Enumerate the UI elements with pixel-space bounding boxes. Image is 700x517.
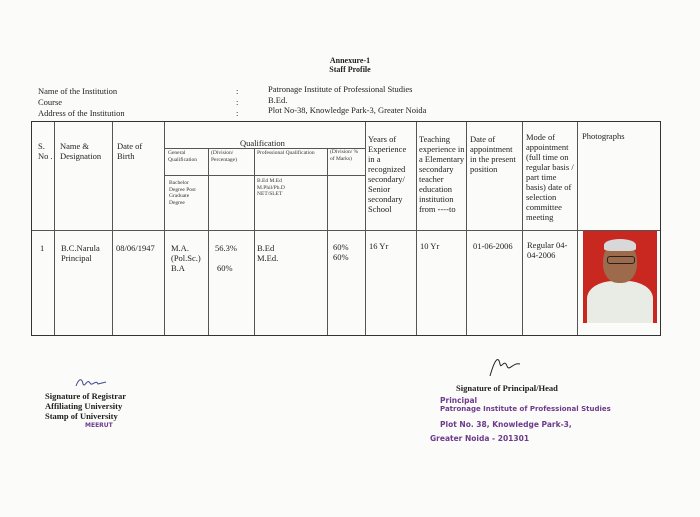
header-mode: Mode of appointment (full time on regular basis / part time basis) date of selection committee meeting xyxy=(526,132,574,222)
header-years-exp: Years of Experience in a recognized secondary/ Senior secondary School xyxy=(368,134,407,214)
colon: : xyxy=(236,97,239,107)
general-options: Bachelor Degree Post Graduate Degree xyxy=(169,180,196,206)
info-value-institution: Patronage Institute of Professional Studies xyxy=(268,84,413,94)
cell-pct2: 60% xyxy=(217,263,233,273)
header-dob: Date of Birth xyxy=(117,141,143,161)
info-label-address: Address of the Institution xyxy=(38,108,125,118)
principal-signature-icon xyxy=(486,352,522,380)
header-sno: S. No . xyxy=(38,141,53,161)
principal-stamp-city: Greater Noida - 201301 xyxy=(430,434,530,443)
header-division1: (Division/ Percentage) xyxy=(211,150,237,163)
info-label-course: Course xyxy=(38,97,63,107)
registrar-signature-icon xyxy=(74,376,108,390)
principal-signature-label: Signature of Principal/Head xyxy=(456,383,558,393)
principal-stamp-title: Principal xyxy=(440,396,478,405)
header-qualification: Qualification xyxy=(240,138,285,148)
header-professional: Professional Qualification xyxy=(257,150,315,156)
info-value-address: Plot No-38, Knowledge Park-3, Greater Noida xyxy=(268,105,427,115)
header-division2: (Division/ % of Marks) xyxy=(330,149,359,162)
header-photographs: Photographs xyxy=(582,131,625,141)
staff-profile-title: Staff Profile xyxy=(329,65,371,74)
header-teaching-exp: Teaching experience in a Elementary secondary teacher education institution from ----to xyxy=(419,134,465,214)
cell-appointment-date: 01-06-2006 xyxy=(473,241,513,251)
cell-pct1: 56.3% xyxy=(215,243,237,253)
cell-name: B.C.Narula Principal xyxy=(61,243,100,263)
header-appointment-date: Date of appointment in the present position xyxy=(470,134,516,174)
professional-options: B.Ed M.Ed M.Phil/Ph.D NET/SLET xyxy=(257,178,285,197)
cell-years-exp: 16 Yr xyxy=(369,241,389,251)
cell-teaching-exp: 10 Yr xyxy=(420,241,440,251)
colon: : xyxy=(236,86,239,96)
cell-marks1: 60% xyxy=(333,242,349,252)
annexure-title: Annexure-1 xyxy=(329,56,371,65)
header-general: General Qualification xyxy=(168,150,198,163)
cell-general: M.A. (Pol.Sc.) B.A xyxy=(171,243,201,273)
registrar-signature-label: Signature of Registrar Affiliating University Stamp of University xyxy=(45,391,126,421)
principal-stamp-address: Plot No. 38, Knowledge Park-3, xyxy=(440,420,572,429)
principal-photo xyxy=(583,231,657,323)
cell-professional: B.Ed M.Ed. xyxy=(257,243,279,263)
colon: : xyxy=(236,108,239,118)
header-name: Name & Designation xyxy=(60,141,102,161)
info-label-institution: Name of the Institution xyxy=(38,86,118,96)
cell-mode: Regular 04-04-2006 xyxy=(527,240,568,260)
cell-dob: 08/06/1947 xyxy=(116,243,155,253)
principal-stamp-institute: Patronage Institute of Professional Studies xyxy=(440,405,611,413)
cell-marks2: 60% xyxy=(333,252,349,262)
registrar-stamp: MEERUT xyxy=(85,422,113,429)
info-value-course: B.Ed. xyxy=(268,95,288,105)
cell-sno: 1 xyxy=(40,243,45,253)
